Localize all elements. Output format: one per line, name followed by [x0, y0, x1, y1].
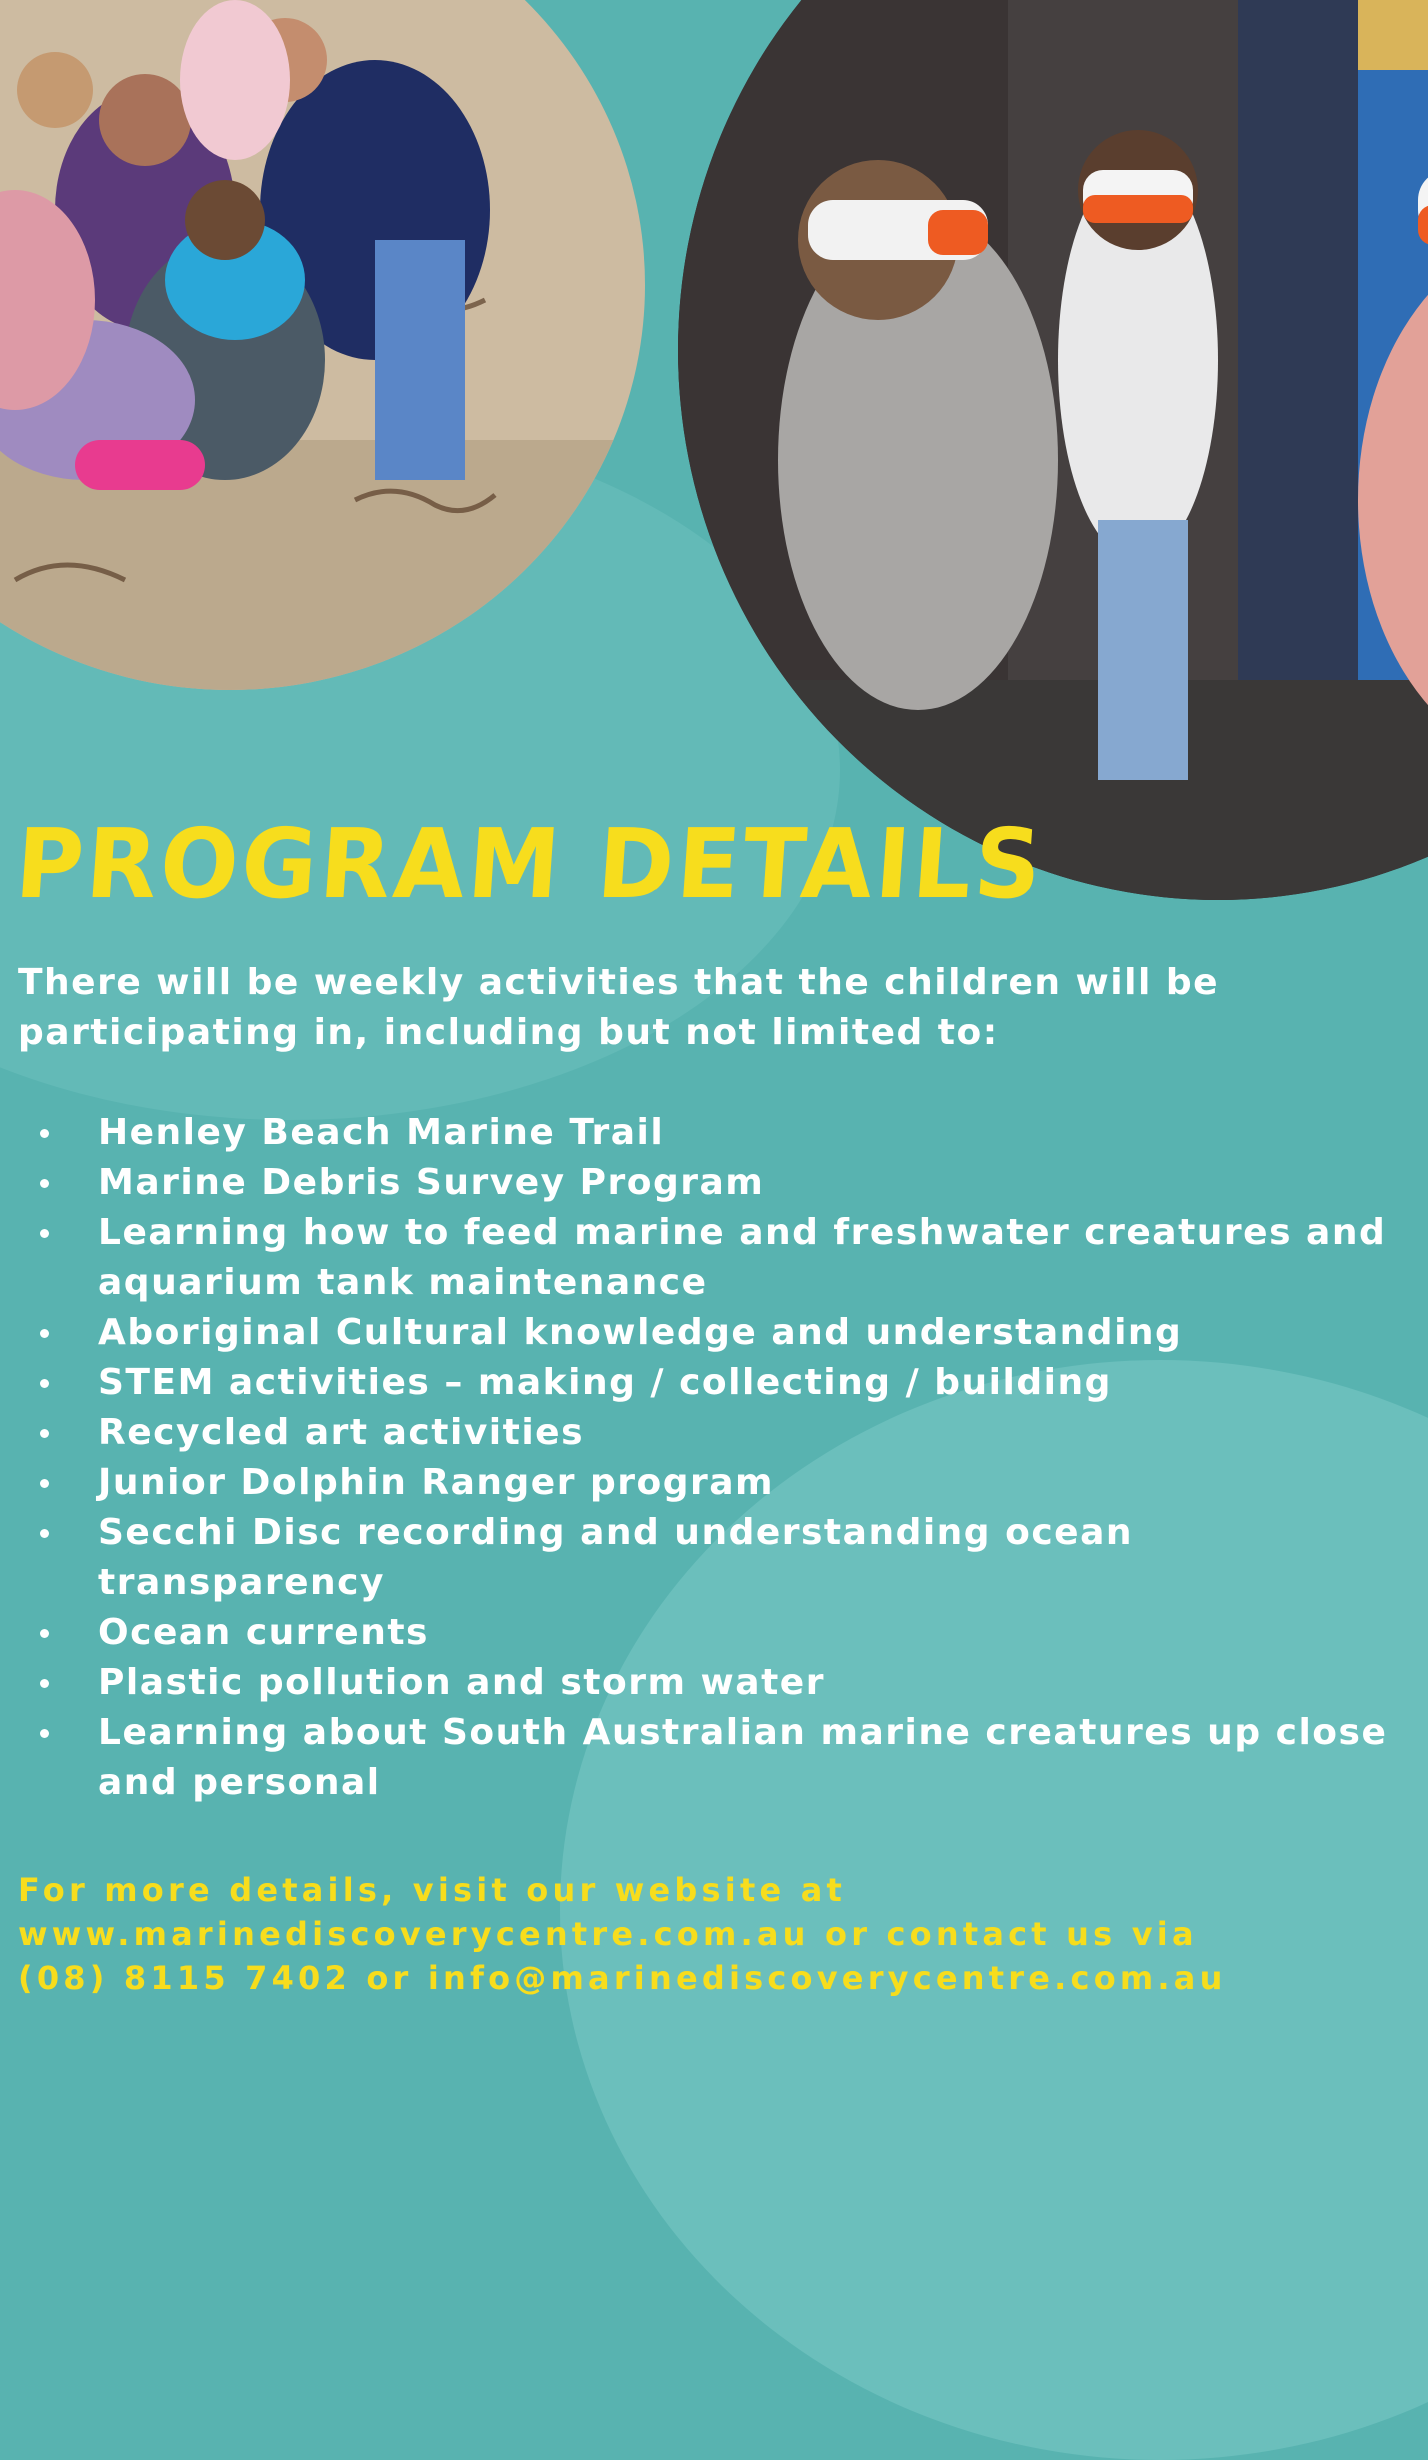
intro-text: There will be weekly activities that the children will be participating in, including but not limited to:	[18, 962, 1220, 1053]
bullet-icon	[40, 1629, 49, 1638]
list-item: Ocean currents	[18, 1608, 1398, 1658]
list-item: Learning about South Australian marine creatures up close and personal	[18, 1708, 1398, 1808]
page-title: PROGRAM DETAILS	[12, 808, 1048, 921]
activity-list	[18, 1108, 1398, 1808]
bullet-icon	[40, 1479, 49, 1488]
list-item: Learning how to feed marine and freshwater creatures and aquarium tank maintenance	[18, 1208, 1398, 1308]
list-item: Aboriginal Cultural knowledge and understanding	[18, 1308, 1398, 1358]
vr-headset-photo	[678, 0, 1428, 900]
list-item: Recycled art activities	[18, 1408, 1398, 1458]
bullet-icon	[40, 1729, 49, 1738]
contact-footer	[18, 1868, 1418, 2000]
list-item: Secchi Disc recording and understanding ocean transparency	[18, 1508, 1398, 1608]
bullet-icon	[40, 1229, 49, 1238]
bullet-icon	[40, 1129, 49, 1138]
bullet-icon	[40, 1379, 49, 1388]
list-item: Henley Beach Marine Trail	[18, 1108, 1398, 1158]
beach-group-photo	[0, 0, 645, 690]
list-item: Marine Debris Survey Program	[18, 1158, 1398, 1208]
footer-line-1: For more details, visit our website at	[18, 1871, 846, 1909]
bullet-icon	[40, 1179, 49, 1188]
bullet-icon	[40, 1429, 49, 1438]
bullet-icon	[40, 1679, 49, 1688]
footer-line-2[interactable]: www.marinediscoverycentre.com.au or contact us via	[18, 1915, 1198, 1953]
list-item: Junior Dolphin Ranger program	[18, 1458, 1398, 1508]
bullet-icon	[40, 1529, 49, 1538]
list-item: STEM activities – making / collecting / building	[18, 1358, 1398, 1408]
list-item: Plastic pollution and storm water	[18, 1658, 1398, 1708]
footer-line-3[interactable]: (08) 8115 7402 or info@marinediscoverycentre.com.au	[18, 1959, 1227, 1997]
bullet-icon	[40, 1329, 49, 1338]
